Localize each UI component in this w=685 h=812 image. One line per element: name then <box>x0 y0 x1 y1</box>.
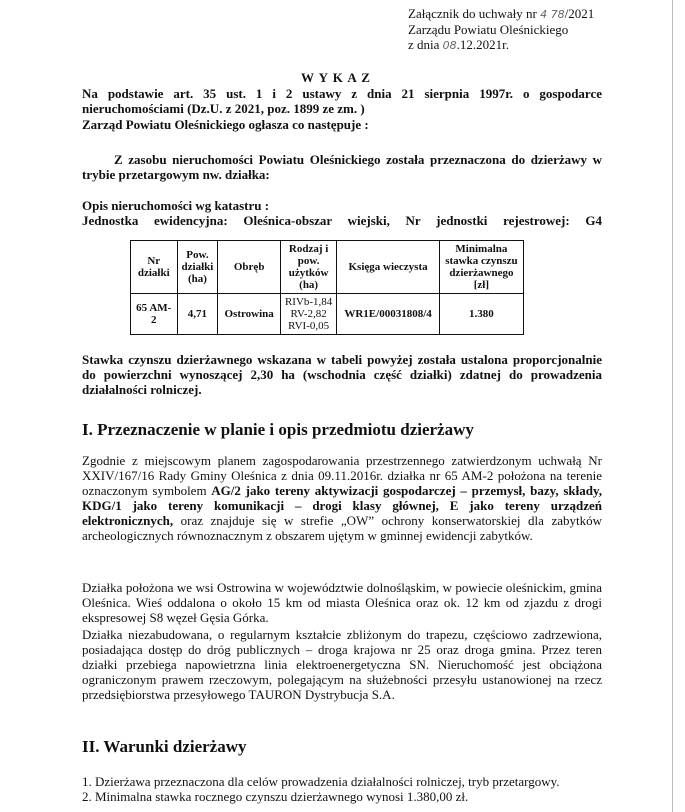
col-header-land-register: Księga wieczysta <box>337 241 439 294</box>
parcel-table <box>130 240 524 335</box>
table-header-row <box>131 241 524 294</box>
announcement: Zarząd Powiatu Oleśnickiego ogłasza co następuje : <box>82 117 369 132</box>
scan-edge-line <box>672 0 673 812</box>
section-1-paragraph-1: Zgodnie z miejscowym planem zagospodarowania przestrzennego zatwierdzonym uchwałą Nr XXIV/167/16 Rady Gminy Oleśnica z dnia 09.11.2016r. działka nr 65 AM-2 położona na terenie oznaczonym symbolem AG/2 jako tereny aktywizacji gospodarczej – przemysł, bazy, składy, KDG/1 jako tereny komunikacji – drogi klasy głównej, E jako tereny urządzeń elektronicznych, oraz znajduje się w strefie „OW” ochrony konserwatorskiej dla zabytków archeologicznych równoznacznym z obszarem ujętym w gminnej ewidencji zabytków. <box>82 453 603 543</box>
section-2-heading: II. Warunki dzierżawy <box>82 737 247 756</box>
cell-parcel-no: 65 AM-2 <box>131 294 178 335</box>
lease-intro: Z zasobu nieruchomości Powiatu Oleśnickiego została przeznaczona do dzierżawy w trybie przetargowym nw. działka: <box>82 152 602 182</box>
conditions-list <box>82 774 662 804</box>
list-item: 1. Dzierżawa przeznaczona dla celów prowadzenia działalności rolniczej, tryb przetargowy. <box>82 774 560 789</box>
cell-land-use: RIVb-1,84 RV-2,82 RVI-0,05 <box>280 294 336 335</box>
header-line-2: Zarządu Powiatu Oleśnickiego <box>408 22 569 37</box>
section-1-paragraph-3: Działka niezabudowana, o regularnym kształcie zbliżonym do trapezu, częściowo zadrzewiona, posiadająca dostęp do dróg publicznych – droga krajowa nr 25 oraz droga gmina. Przez teren działki przebiega napowietrzna linia elektroenergetyczna SN. Nieruchomość jest obciążona ograniczonym prawem rzeczowym, polegającym na służebności przesyłu ustanowionej na rzecz przedsiębiorstwa przesyłowego TAURON Dystrybucja S.A. <box>82 627 602 702</box>
header-line-1: Załącznik do uchwały nr 4 78/2021 <box>408 6 595 21</box>
col-header-parcel-no: Nr działki <box>131 241 178 294</box>
cell-precinct: Ostrowina <box>218 294 281 335</box>
section-1-paragraph-2: Działka położona we wsi Ostrowina w województwie dolnośląskim, w powiecie oleśnickim, gmina Oleśnica. Wieś oddalona o około 15 km od miasta Oleśnica oraz ok. 12 km od zjazdu z drogi ekspresowej S8 węzeł Gęsia Górka. <box>82 580 602 625</box>
cell-min-rate: 1.380 <box>439 294 523 335</box>
handwritten-day: 08 <box>442 39 457 52</box>
cell-area: 4,71 <box>177 294 218 335</box>
cell-land-register: WR1E/00031808/4 <box>337 294 439 335</box>
col-header-min-rate: Minimalna stawka czynszu dzierżawnego [zł] <box>439 241 523 294</box>
document-header <box>408 6 648 53</box>
handwritten-resolution-number: 4 78 <box>540 8 565 21</box>
col-header-land-use: Rodzaj i pow. użytków (ha) <box>280 241 336 294</box>
cadastre-unit: Jednostka ewidencyjna: Oleśnica-obszar wiejski, Nr jednostki rejestrowej: G4 <box>82 213 602 228</box>
document-title: W Y K A Z <box>301 70 371 85</box>
section-1-heading: I. Przeznaczenie w planie i opis przedmiotu dzierżawy <box>82 420 474 439</box>
header-line-3: z dnia 08.12.2021r. <box>408 37 510 52</box>
col-header-area: Pow. działki (ha) <box>177 241 218 294</box>
cadastre-heading: Opis nieruchomości wg katastru : <box>82 198 270 213</box>
table-row <box>131 294 524 335</box>
col-header-precinct: Obręb <box>218 241 281 294</box>
rate-note: Stawka czynszu dzierżawnego wskazana w tabeli powyżej została ustalona proporcjonalnie do powierzchni wynoszącej 2,30 ha (wschodnia część działki) zdatnej do prowadzenia działalności rolniczej. <box>82 352 602 397</box>
list-item: 2. Minimalna stawka rocznego czynszu dzierżawnego wynosi 1.380,00 zł. <box>82 789 469 804</box>
legal-basis: Na podstawie art. 35 ust. 1 i 2 ustawy z dnia 21 sierpnia 1997r. o gospodarce nieruchomościami (Dz.U. z 2021, poz. 1899 ze zm. ) <box>82 86 602 116</box>
